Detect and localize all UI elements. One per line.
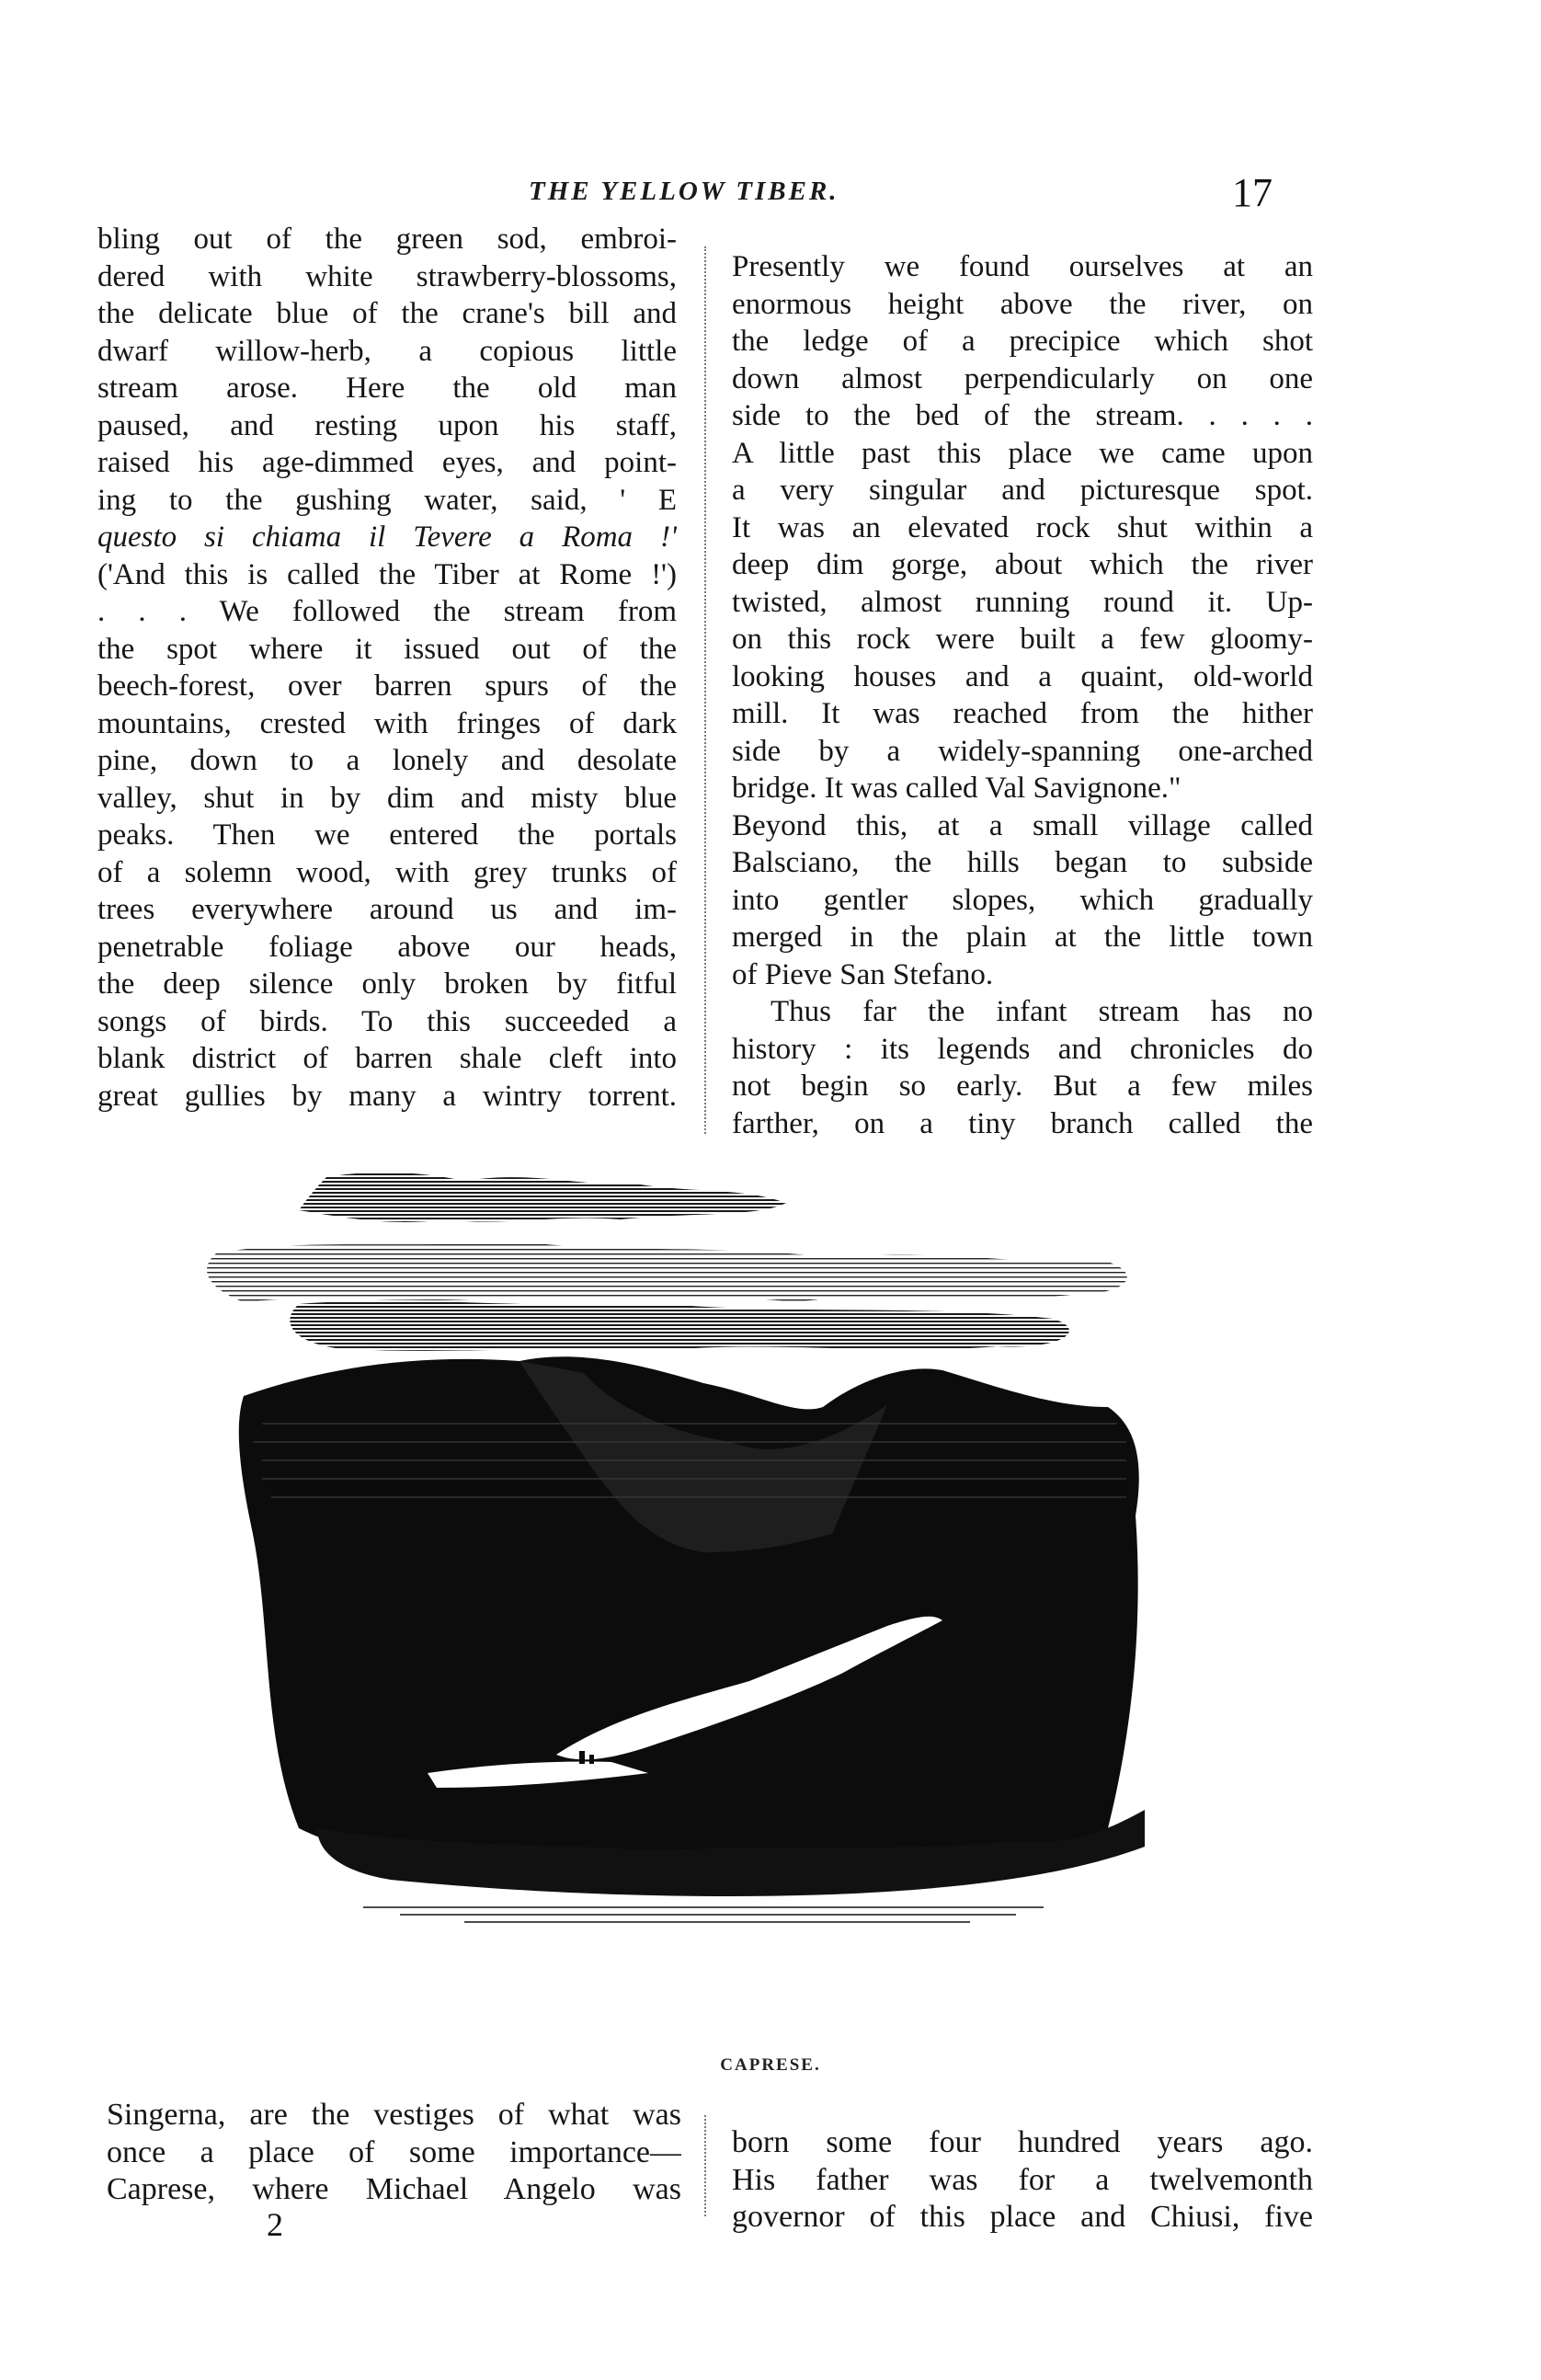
text-line: deep dim gorge, about which the river <box>732 548 1313 581</box>
text-line: songs of birds. To this succeeded a <box>97 1004 677 1038</box>
text-line: side by a widely-spanning one-arched <box>732 734 1313 768</box>
text-line: of a solemn wood, with grey trunks of <box>97 855 677 889</box>
text-line: peaks. Then we entered the portals <box>97 818 677 852</box>
text-line: of Pieve San Stefano. <box>732 957 994 991</box>
text-line: the ledge of a precipice which shot <box>732 325 1313 358</box>
text-line: merged in the plain at the little town <box>732 921 1313 954</box>
text-line: mountains, crested with fringes of dark <box>97 706 677 740</box>
column-divider-top <box>704 246 706 1134</box>
engraving-illustration <box>188 1166 1200 2058</box>
text-line: beech-forest, over barren spurs of the <box>97 669 677 703</box>
text-line: stream arose. Here the old man <box>97 372 677 405</box>
text-line: the delicate blue of the crane's bill and <box>97 297 677 330</box>
text-line: twisted, almost running round it. Up- <box>732 585 1313 619</box>
text-line: looking houses and a quaint, old-world <box>732 659 1313 693</box>
figure-caption: CAPRESE. <box>720 2055 821 2075</box>
text-line: Balsciano, the hills began to subside <box>732 846 1313 879</box>
text-line: raised his age-dimmed eyes, and point- <box>97 446 677 479</box>
text-line: dwarf willow-herb, a copious little <box>97 334 677 368</box>
text-line: Singerna, are the vestiges of what was <box>107 2098 681 2132</box>
text-line: valley, shut in by dim and misty blue <box>97 781 677 815</box>
text-line: history : its legends and chronicles do <box>732 1032 1313 1066</box>
text-line: Thus far the infant stream has no <box>770 995 1313 1028</box>
text-line: side to the bed of the stream. . . . . <box>732 399 1313 432</box>
text-line: Caprese, where Michael Angelo was <box>107 2172 681 2206</box>
text-line: pine, down to a lonely and desolate <box>97 744 677 777</box>
text-line: Beyond this, at a small village called <box>732 808 1313 842</box>
italian-quote-line: questo si chiama il Tevere a Roma !' <box>97 521 677 554</box>
text-line: into gentler slopes, which gradually <box>732 883 1313 917</box>
running-header <box>0 171 1541 226</box>
text-line: farther, on a tiny branch called the <box>732 1106 1313 1140</box>
text-line: dered with white strawberry-blossoms, <box>97 259 677 293</box>
text-line: paused, and resting upon his staff, <box>97 408 677 442</box>
page-number: 17 <box>1232 170 1273 215</box>
text-line: on this rock were built a few gloomy- <box>732 623 1313 656</box>
text-line: . . . We followed the stream from <box>97 595 677 628</box>
right-column-bottom <box>732 2124 1313 2237</box>
caprese-engraving <box>188 1166 1200 2058</box>
column-divider-bottom <box>704 2115 706 2216</box>
text-line: It was an elevated rock shut within a <box>732 510 1313 544</box>
text-line: blank district of barren shale cleft into <box>97 1042 677 1075</box>
text-line: His father was for a twelvemonth <box>732 2162 1313 2197</box>
text-line: governor of this place and Chiusi, five <box>732 2200 1313 2234</box>
text-line: a very singular and picturesque spot. <box>732 474 1313 507</box>
text-line: A little past this place we came upon <box>732 436 1313 470</box>
text-line: trees everywhere around us and im- <box>97 893 677 926</box>
text-line: great gullies by many a wintry torrent. <box>97 1079 677 1113</box>
text-line: born some four hundred years ago. <box>732 2125 1313 2159</box>
text-line: enormous height above the river, on <box>732 287 1313 321</box>
text-line: the spot where it issued out of the <box>97 632 677 666</box>
left-column-top <box>97 221 677 1115</box>
text-line: penetrable foliage above our heads, <box>97 930 677 964</box>
left-column-bottom <box>107 2097 681 2209</box>
text-line: bling out of the green sod, embroi- <box>97 223 677 256</box>
text-line: ing to the gushing water, said, ' E <box>97 483 677 517</box>
running-title: THE YELLOW TIBER. <box>529 177 839 206</box>
text-line: Presently we found ourselves at an <box>732 250 1313 283</box>
signature-mark: 2 <box>267 2206 283 2243</box>
text-line: not begin so early. But a few miles <box>732 1070 1313 1103</box>
text-line: bridge. It was called Val Savignone." <box>732 772 1181 805</box>
text-line: down almost perpendicularly on one <box>732 361 1313 395</box>
text-line: the deep silence only broken by fitful <box>97 967 677 1001</box>
text-line: ('And this is called the Tiber at Rome !') <box>97 557 677 591</box>
text-line: once a place of some importance— <box>107 2134 681 2169</box>
right-column-top <box>732 248 1313 1142</box>
text-line: mill. It was reached from the hither <box>732 697 1313 730</box>
